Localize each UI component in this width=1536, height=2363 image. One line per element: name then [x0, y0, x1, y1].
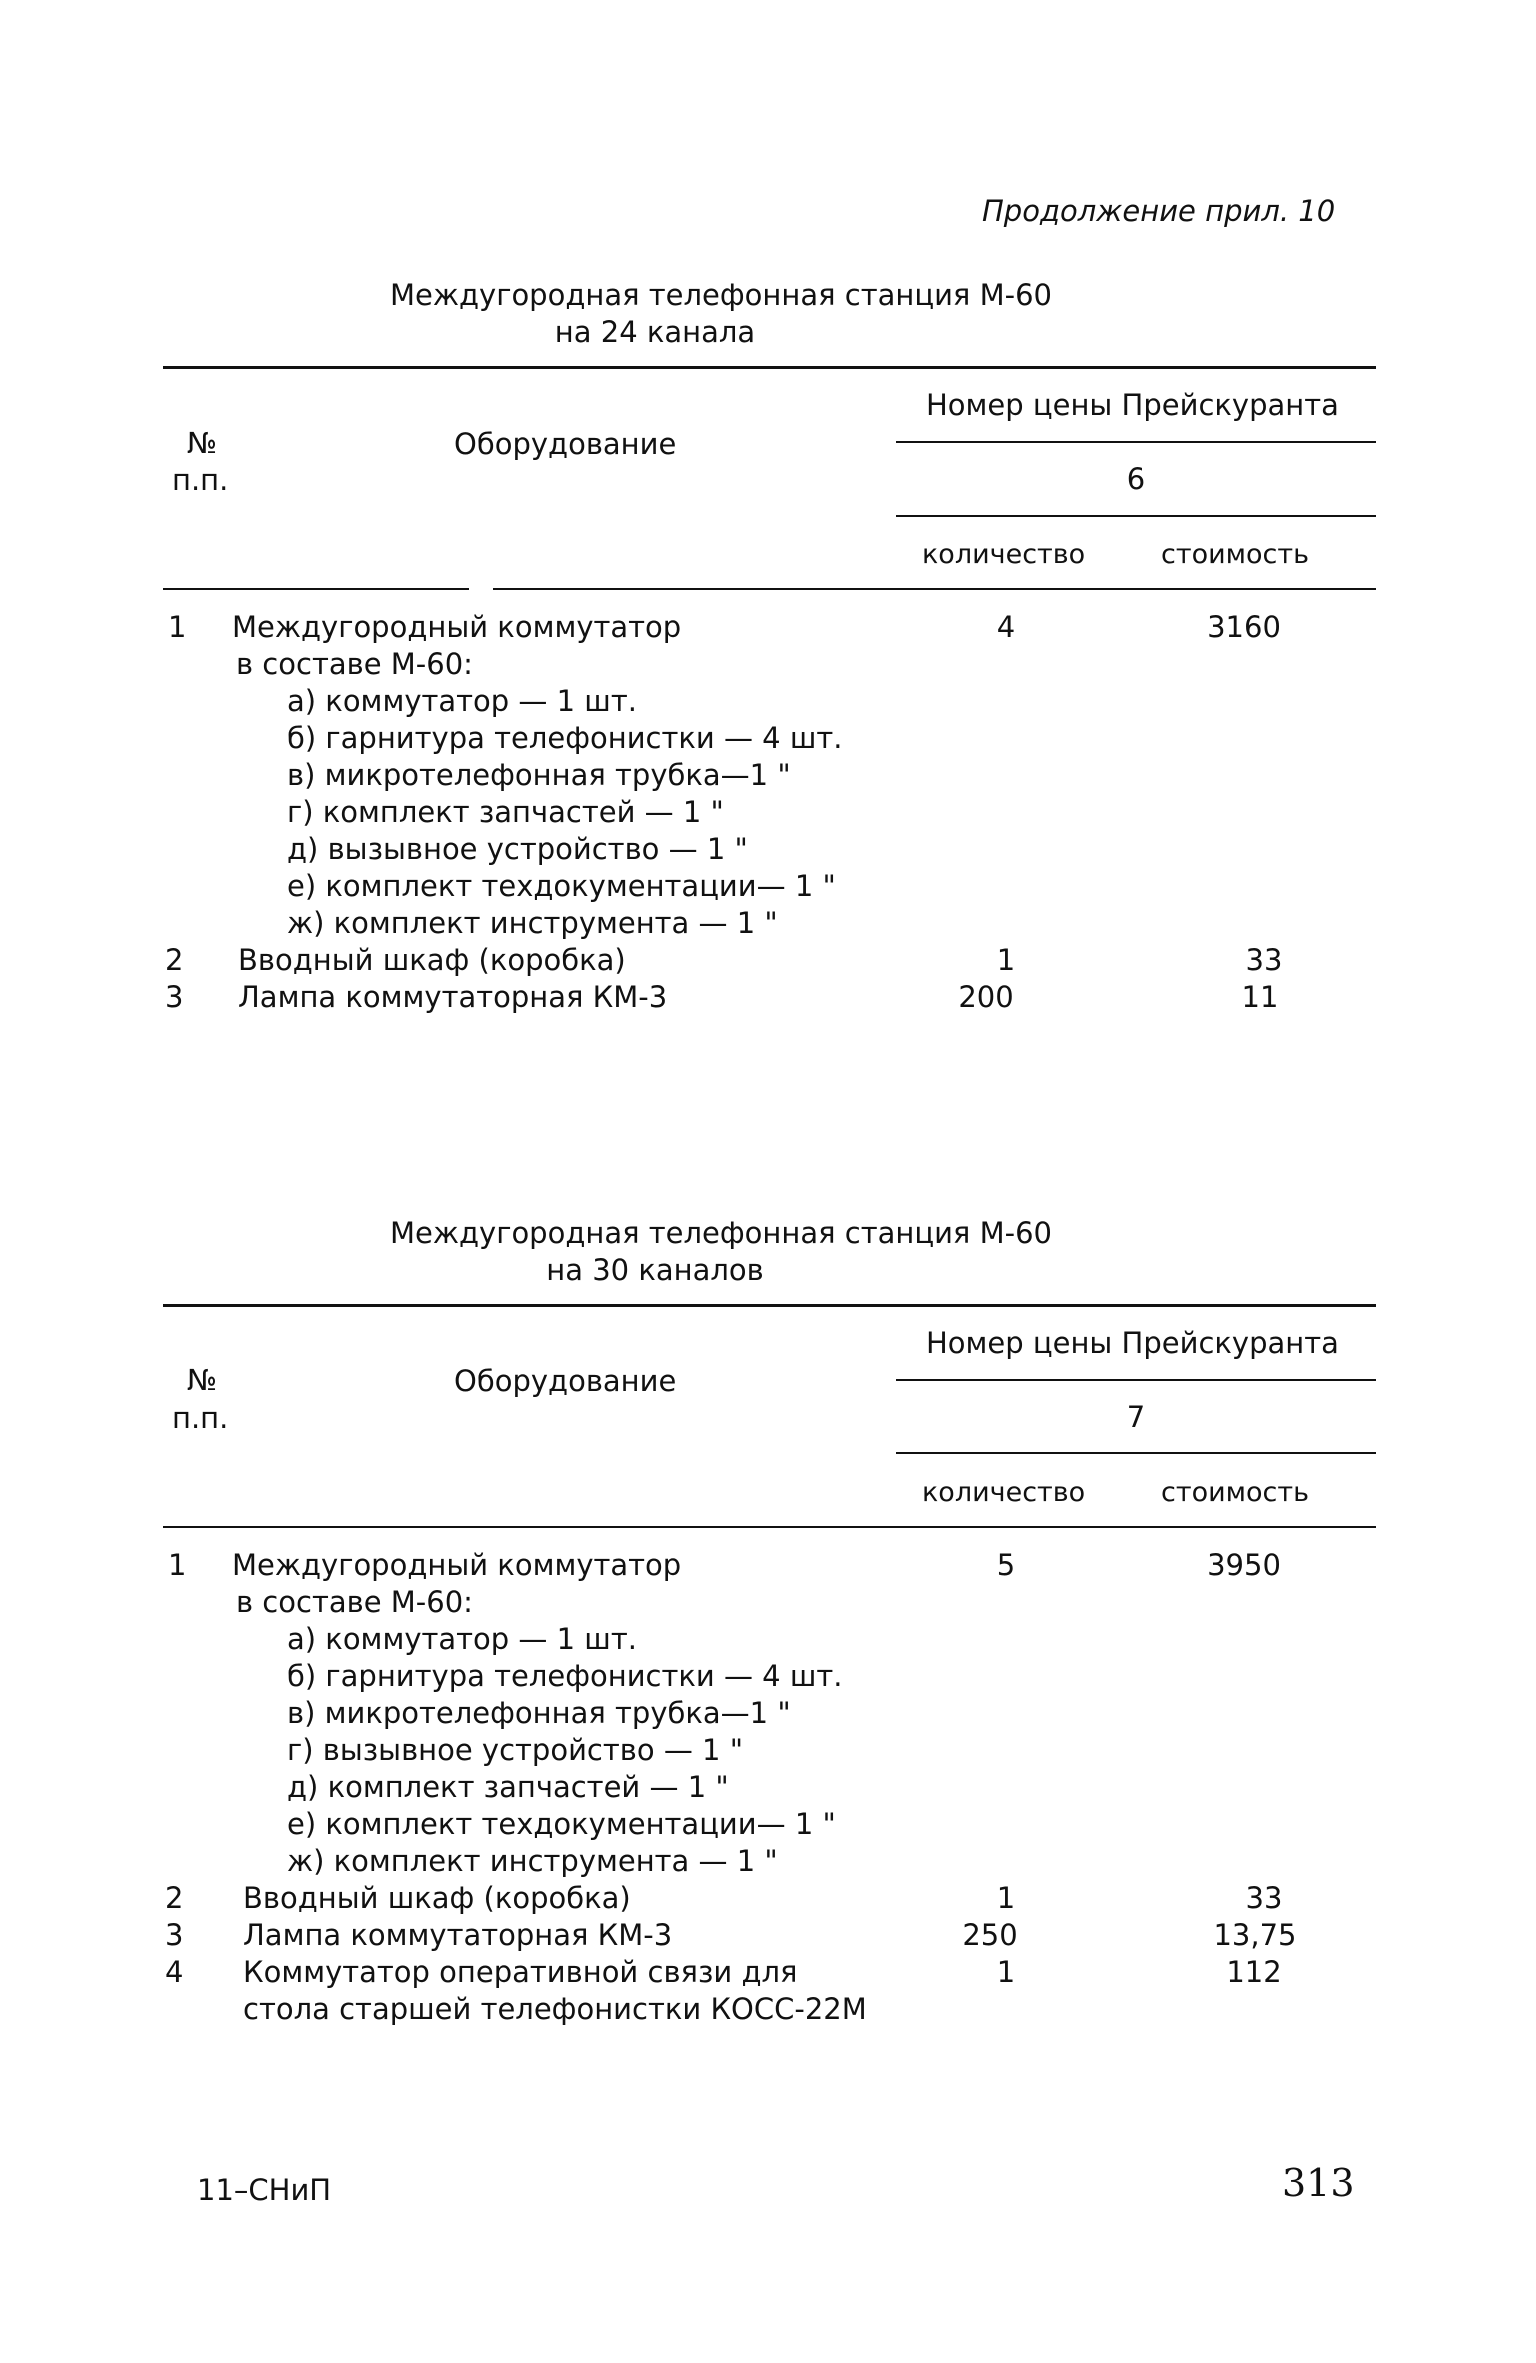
row-line: в) микротелефонная трубка—1 "	[287, 758, 791, 792]
table-title-line2: на 30 каналов	[546, 1253, 764, 1287]
row-line: ж) комплект инструмента — 1 "	[287, 1844, 778, 1878]
row-cost: 13,75	[1213, 1918, 1297, 1952]
header-cost: стоимость	[1161, 1477, 1310, 1508]
row-num: 3	[165, 980, 184, 1014]
table-title-line2: на 24 канала	[554, 315, 756, 349]
row-qty: 1	[996, 1881, 1016, 1915]
row-qty: 200	[958, 980, 1014, 1014]
row-cost: 33	[1245, 1881, 1283, 1915]
row-line: Коммутатор оперативной связи для	[243, 1955, 798, 1989]
header-bottom-rule-left	[163, 588, 469, 590]
row-num: 2	[165, 1881, 184, 1915]
footer-signature: 11–СНиП	[197, 2173, 332, 2207]
header-num: №	[187, 1363, 218, 1397]
header-sub-rule	[896, 515, 1376, 517]
header-bottom-rule-right	[493, 588, 1376, 590]
row-cost: 11	[1241, 980, 1279, 1014]
row-line: а) коммутатор — 1 шт.	[287, 684, 637, 718]
row-line: в составе М-60:	[236, 647, 473, 681]
row-line: е) комплект техдокументации— 1 "	[287, 1807, 836, 1841]
header-equipment: Оборудование	[454, 427, 677, 461]
row-cost: 3950	[1207, 1548, 1281, 1582]
header-price-rule	[896, 1379, 1376, 1381]
row-line: г) вызывное устройство — 1 "	[287, 1733, 744, 1767]
row-line: Лампа коммутаторная КМ-3	[238, 980, 668, 1014]
header-cost: стоимость	[1161, 539, 1310, 570]
header-price-num: 6	[1126, 462, 1146, 496]
table-top-rule	[163, 1304, 1376, 1307]
table-title-line1: Междугородная телефонная станция М-60	[390, 278, 1052, 312]
row-line: Вводный шкаф (коробка)	[243, 1881, 631, 1915]
row-num: 2	[165, 943, 184, 977]
header-qty: количество	[922, 539, 1086, 570]
table-title-line1: Междугородная телефонная станция М-60	[390, 1216, 1052, 1250]
row-line: ж) комплект инструмента — 1 "	[287, 906, 778, 940]
row-line: Междугородный коммутатор	[232, 610, 682, 644]
continuation-note: Продолжение прил. 10	[982, 194, 1336, 228]
header-num: №	[187, 426, 218, 460]
header-equipment: Оборудование	[454, 1364, 677, 1398]
table-top-rule	[163, 366, 1376, 369]
header-num2: п.п.	[172, 1401, 229, 1435]
row-num: 3	[165, 1918, 184, 1952]
row-num: 1	[168, 610, 187, 644]
header-price-group: Номер цены Прейскуранта	[926, 1326, 1339, 1360]
row-qty: 1	[996, 943, 1016, 977]
row-cost: 112	[1226, 1955, 1282, 1989]
row-line: Лампа коммутаторная КМ-3	[243, 1918, 673, 1952]
row-cost: 3160	[1207, 610, 1281, 644]
row-qty: 5	[996, 1548, 1016, 1582]
row-num: 1	[168, 1548, 187, 1582]
row-line: в) микротелефонная трубка—1 "	[287, 1696, 791, 1730]
header-qty: количество	[922, 1477, 1086, 1508]
row-line: стола старшей телефонистки КОСС-22М	[243, 1992, 867, 2026]
row-line: а) коммутатор — 1 шт.	[287, 1622, 637, 1656]
header-price-rule	[896, 441, 1376, 443]
row-line: е) комплект техдокументации— 1 "	[287, 869, 836, 903]
page-number: 313	[1282, 2161, 1355, 2205]
row-num: 4	[165, 1955, 184, 1989]
header-price-group: Номер цены Прейскуранта	[926, 388, 1339, 422]
row-line: д) вызывное устройство — 1 "	[287, 832, 748, 866]
header-bottom-rule	[163, 1526, 1376, 1528]
header-num2: п.п.	[172, 463, 229, 497]
row-line: Вводный шкаф (коробка)	[238, 943, 626, 977]
row-line: в составе М-60:	[236, 1585, 473, 1619]
row-line: д) комплект запчастей — 1 "	[287, 1770, 729, 1804]
row-qty: 4	[996, 610, 1016, 644]
row-qty: 1	[996, 1955, 1016, 1989]
row-line: Междугородный коммутатор	[232, 1548, 682, 1582]
row-line: г) комплект запчастей — 1 "	[287, 795, 724, 829]
row-cost: 33	[1245, 943, 1283, 977]
row-qty: 250	[962, 1918, 1018, 1952]
row-line: б) гарнитура телефонистки — 4 шт.	[287, 1659, 843, 1693]
header-price-num: 7	[1126, 1400, 1146, 1434]
header-sub-rule	[896, 1452, 1376, 1454]
row-line: б) гарнитура телефонистки — 4 шт.	[287, 721, 843, 755]
